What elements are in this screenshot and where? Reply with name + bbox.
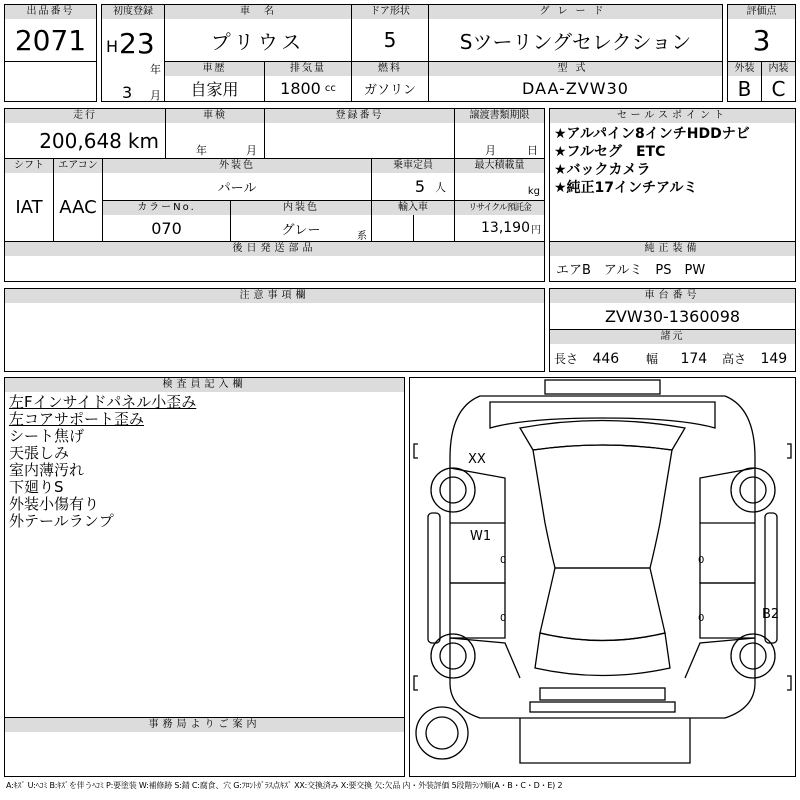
inspection-year-unit: 年 — [196, 144, 207, 157]
interior-color-label: 内装色 — [231, 201, 371, 215]
mark-w1: W1 — [470, 529, 492, 544]
office-notice-label: 事務局よりご案内 — [5, 718, 404, 732]
shift-value: IAT — [15, 196, 43, 218]
wheel-rear-left — [431, 634, 475, 678]
legend-text: A:ｷｽﾞ U:ﾍｺﾐ B:ｷｽﾞを伴うﾍｺﾐ P:要塗装 W:補修跡 S:錆 C:腐食、穴 G:ﾌﾛﾝﾄｶﾞﾗｽ点ｷｽﾞ XX:交換済み X:要交換 欠:欠品 内・外装評価 5段階ﾗﾝｸ順(A・B・C・D・E) 2 — [6, 781, 563, 790]
sales-point-cell — [549, 108, 796, 242]
inspector-cell — [4, 377, 405, 718]
first-registration-cell — [101, 4, 165, 102]
exterior-rating-label: 外装 — [728, 62, 761, 76]
history-value: 自家用 — [190, 80, 239, 99]
transfer-day-unit: 日 — [527, 144, 538, 157]
aircon-cell — [53, 158, 103, 242]
inspection-label: 車検 — [166, 109, 264, 123]
door-label: ドア形状 — [352, 5, 428, 19]
color-number-label: カラーNo. — [103, 201, 230, 215]
wheel-front-right-inner — [740, 477, 766, 503]
inspector-item: 左Fインサイドパネル小歪み — [9, 393, 197, 411]
fuel-cell — [351, 61, 429, 102]
right-front-door — [700, 523, 755, 583]
exterior-rating-cell — [727, 61, 762, 102]
mileage-cell — [4, 108, 166, 159]
inspection-month-unit: 月 — [246, 144, 257, 157]
first-registration-label: 初度登録 — [102, 5, 164, 19]
inspection-cell — [165, 108, 265, 159]
transfer-month-unit: 月 — [485, 144, 496, 157]
interior-color-unit: 系 — [357, 231, 367, 242]
max-load-unit: kg — [527, 186, 540, 197]
inspector-item: 天張しみ — [9, 444, 70, 462]
max-load-cell — [454, 158, 545, 201]
chassis-value: ZVW30-1360098 — [604, 306, 741, 326]
wheel-front-left-inner — [440, 477, 466, 503]
grade-cell — [428, 4, 723, 62]
exterior-color-cell — [102, 158, 372, 201]
grade-label: グレード — [429, 5, 722, 19]
lot-number-value: 2071 — [14, 23, 87, 57]
front-bumper — [545, 380, 660, 394]
wheel-rear-right-inner — [740, 643, 766, 669]
fuel-label: 燃料 — [352, 62, 428, 76]
car-name-label: 車 名 — [165, 5, 351, 19]
shift-label: シフト — [5, 159, 53, 173]
lot-blank-cell — [4, 61, 97, 102]
width-label: 幅 — [646, 352, 659, 366]
door-value: 5 — [383, 28, 397, 52]
dimensions-cell — [549, 329, 796, 372]
exterior-color-value: パール — [217, 181, 257, 196]
later-parts-label: 後日発送部品 — [5, 242, 544, 256]
interior-color-cell — [230, 200, 372, 242]
trunk — [535, 633, 670, 676]
history-cell — [164, 61, 265, 102]
recycle-cell — [454, 200, 545, 242]
zero-mark: 0 — [500, 613, 507, 624]
seats-value: 5 — [414, 177, 425, 196]
model-label: 型式 — [429, 62, 722, 76]
displacement-unit: cc — [324, 83, 336, 94]
inspector-item: 外装小傷有り — [9, 495, 100, 513]
import-cell — [371, 200, 455, 242]
inspector-item: シート焦げ — [9, 427, 85, 445]
sales-point-item: ★純正17インチアルミ — [554, 180, 698, 196]
mark-xx: XX — [468, 452, 486, 467]
wheel-rear-right — [731, 634, 775, 678]
year-value: 23 — [119, 27, 155, 60]
grade-value: Sツーリングセレクション — [459, 29, 692, 54]
history-label: 車歴 — [165, 62, 264, 76]
mileage-value: 200,648 — [39, 128, 122, 153]
notes-label: 注意事項欄 — [5, 289, 544, 303]
inspector-item: 外テールランプ — [9, 512, 114, 530]
inspector-list — [5, 392, 404, 532]
equipment-value: エアB アルミ PS PW — [556, 263, 706, 278]
model-value: DAA-ZVW30 — [522, 79, 629, 98]
plate-cell — [264, 108, 455, 159]
inspector-item: 下廻りS — [9, 478, 64, 496]
interior-color-value: グレー — [281, 222, 321, 238]
seats-unit: 人 — [435, 180, 446, 194]
mark-b2: B2 — [762, 607, 780, 622]
wheel-front-left — [431, 468, 475, 512]
exterior-rating-value: B — [737, 76, 752, 101]
sales-point-item: ★フルセグ ETC — [554, 144, 666, 160]
length-value: 446 — [592, 351, 620, 367]
wheel-front-right — [731, 468, 775, 512]
color-number-value: 070 — [151, 218, 182, 238]
mileage-unit: km — [127, 128, 159, 153]
displacement-cell — [264, 61, 352, 102]
rear-bumper — [540, 688, 665, 700]
seats-cell — [371, 158, 455, 201]
month-unit: 月 — [150, 89, 161, 102]
interior-rating-value: C — [771, 76, 786, 101]
wheel-rear-left-inner — [440, 643, 466, 669]
sales-point-item: ★アルパイン8インチHDDナビ — [554, 126, 750, 142]
inspector-item: 左コアサポート歪み — [9, 410, 145, 428]
recycle-value: 13,190 — [481, 220, 530, 236]
roof — [533, 445, 672, 568]
notes-cell — [4, 288, 545, 372]
score-label: 評価点 — [728, 5, 795, 19]
recycle-unit: 円 — [531, 224, 541, 236]
sales-point-label: セールスポイント — [550, 109, 795, 123]
import-divider — [413, 215, 414, 242]
displacement-label: 排気量 — [265, 62, 351, 76]
equipment-cell — [549, 241, 796, 282]
spare-tire — [416, 707, 468, 759]
shift-cell — [4, 158, 54, 242]
plate-label: 登録番号 — [265, 109, 454, 123]
aircon-label: エアコン — [54, 159, 102, 173]
score-cell — [727, 4, 796, 62]
left-rear-door — [450, 583, 505, 638]
displacement-value: 1800 — [280, 79, 321, 98]
car-name-value: プリウス — [210, 29, 306, 54]
right-rear-door — [700, 583, 755, 638]
door-cell — [351, 4, 429, 62]
transfer-label: 譲渡書類期限 — [455, 109, 544, 123]
rear-plate — [530, 702, 675, 712]
right-sill — [765, 513, 777, 643]
inspector-label: 検査員記入欄 — [5, 378, 404, 392]
color-number-cell — [102, 200, 231, 242]
score-value: 3 — [752, 23, 771, 57]
model-cell — [428, 61, 723, 102]
rear-glass — [540, 568, 665, 641]
spare-tire-inner — [426, 717, 458, 749]
car-diagram — [410, 378, 795, 776]
mileage-label: 走行 — [5, 109, 165, 123]
import-label: 輸入車 — [372, 201, 454, 215]
later-parts-cell — [4, 241, 545, 282]
zero-mark: 0 — [698, 613, 705, 624]
max-load-label: 最大積載量 — [455, 159, 544, 173]
office-notice-cell — [4, 717, 405, 777]
month-value: 3 — [122, 83, 133, 102]
seats-label: 乗車定員 — [372, 159, 454, 173]
zero-mark: 0 — [698, 555, 705, 566]
zero-mark: 0 — [500, 555, 507, 566]
height-value: 149 — [760, 351, 788, 367]
dimensions-label: 諸元 — [550, 330, 795, 344]
height-label: 高さ — [722, 352, 747, 366]
aircon-value: AAC — [59, 196, 97, 218]
year-unit: 年 — [150, 63, 161, 76]
body-outline — [450, 396, 755, 718]
interior-rating-label: 内装 — [762, 62, 795, 76]
damage-map-cell — [409, 377, 796, 777]
lot-number-cell — [4, 4, 97, 62]
exterior-color-label: 外装色 — [103, 159, 371, 173]
era-value: H — [106, 37, 119, 56]
length-label: 長さ — [554, 352, 579, 366]
chassis-label: 車台番号 — [550, 289, 795, 303]
fuel-value: ガソリン — [363, 83, 416, 98]
transfer-cell — [454, 108, 545, 159]
interior-rating-cell — [761, 61, 796, 102]
hood — [490, 402, 715, 428]
sales-point-list — [550, 123, 795, 199]
width-value: 174 — [680, 351, 708, 367]
recycle-label: リサイクル預託金 — [455, 201, 544, 215]
lot-number-label: 出品番号 — [5, 5, 96, 19]
equipment-label: 純正装備 — [550, 242, 795, 256]
chassis-cell — [549, 288, 796, 330]
car-name-cell — [164, 4, 352, 62]
inspector-item: 室内薄汚れ — [9, 461, 85, 479]
left-sill — [428, 513, 440, 643]
sales-point-item: ★バックカメラ — [554, 162, 651, 178]
